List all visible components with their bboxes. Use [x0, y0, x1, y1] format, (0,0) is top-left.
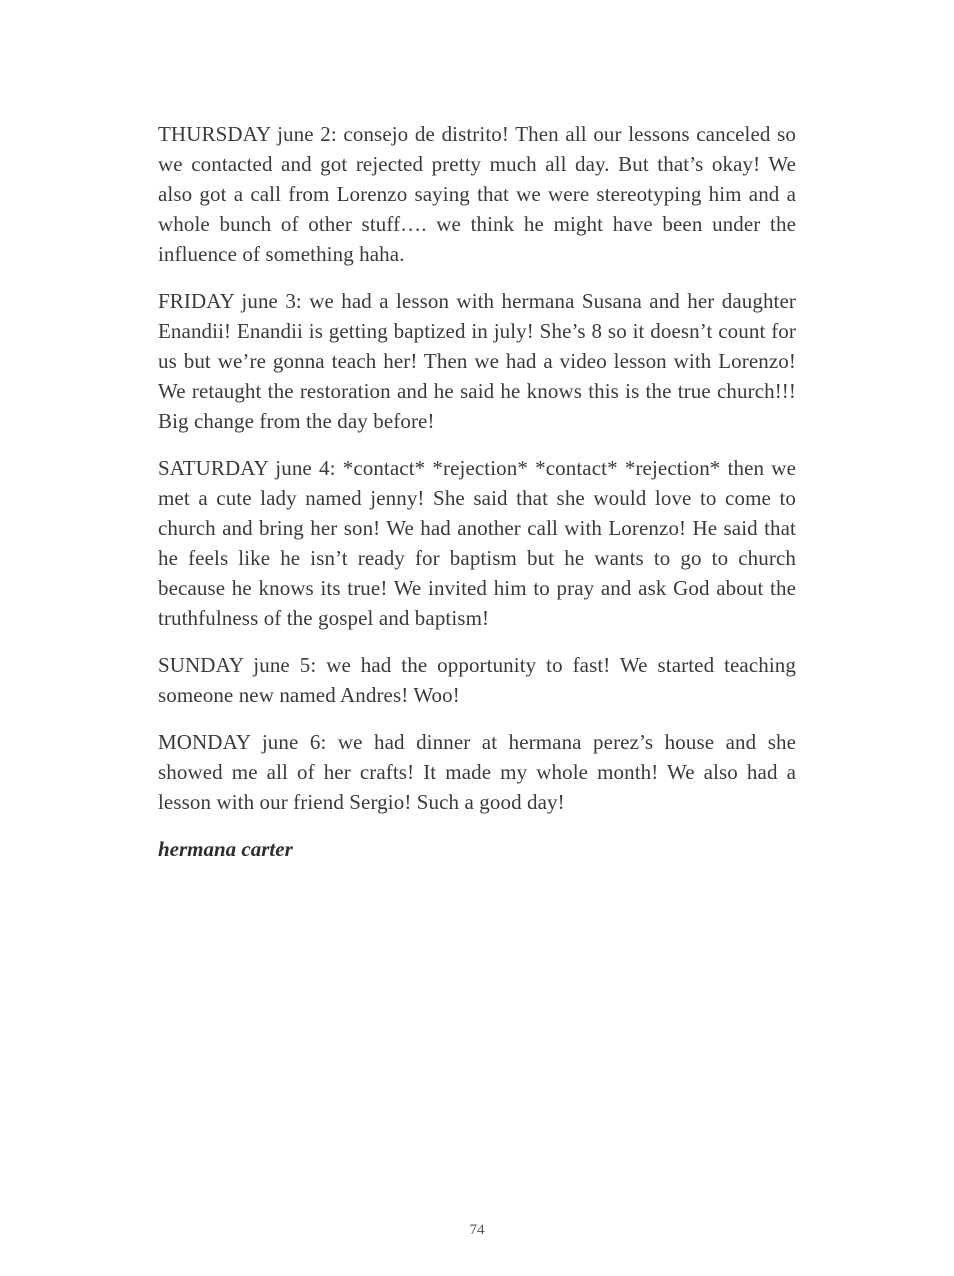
- journal-entry-thursday: THURSDAY june 2: consejo de distrito! Then all our lessons canceled so we contacted and got rejected pretty much all day. But that’s okay! We also got a call from Lorenzo saying that we were stereotyping him and a whole bunch of other stuff…. we think he might have been under the influence of something haha.: [158, 122, 796, 266]
- journal-entry-friday: FRIDAY june 3: we had a lesson with hermana Susana and her daughter Enandii! Enandii is getting baptized in july! She’s 8 so it doesn’t count for us but we’re gonna teach her! Then we had a video lesson with Lorenzo! We retaught the restoration and he said he knows this is the true church!!! Big change from the day before!: [158, 289, 796, 433]
- page-number: 74: [469, 1222, 485, 1238]
- journal-entry-sunday: SUNDAY june 5: we had the opportunity to fast! We started teaching someone new named Andres! Woo!: [158, 653, 796, 707]
- author-signature: hermana carter: [158, 837, 293, 861]
- journal-entry-monday: MONDAY june 6: we had dinner at hermana perez’s house and she showed me all of her crafts! It made my whole month! We also had a lesson with our friend Sergio! Such a good day!: [158, 730, 796, 814]
- journal-content: [158, 119, 796, 864]
- journal-entry-saturday: SATURDAY june 4: *contact* *rejection* *contact* *rejection* then we met a cute lady named jenny! She said that she would love to come to church and bring her son! We had another call with Lorenzo! He said that he feels like he isn’t ready for baptism but he wants to go to church because he knows its true! We invited him to pray and ask God about the truthfulness of the gospel and baptism!: [158, 456, 796, 630]
